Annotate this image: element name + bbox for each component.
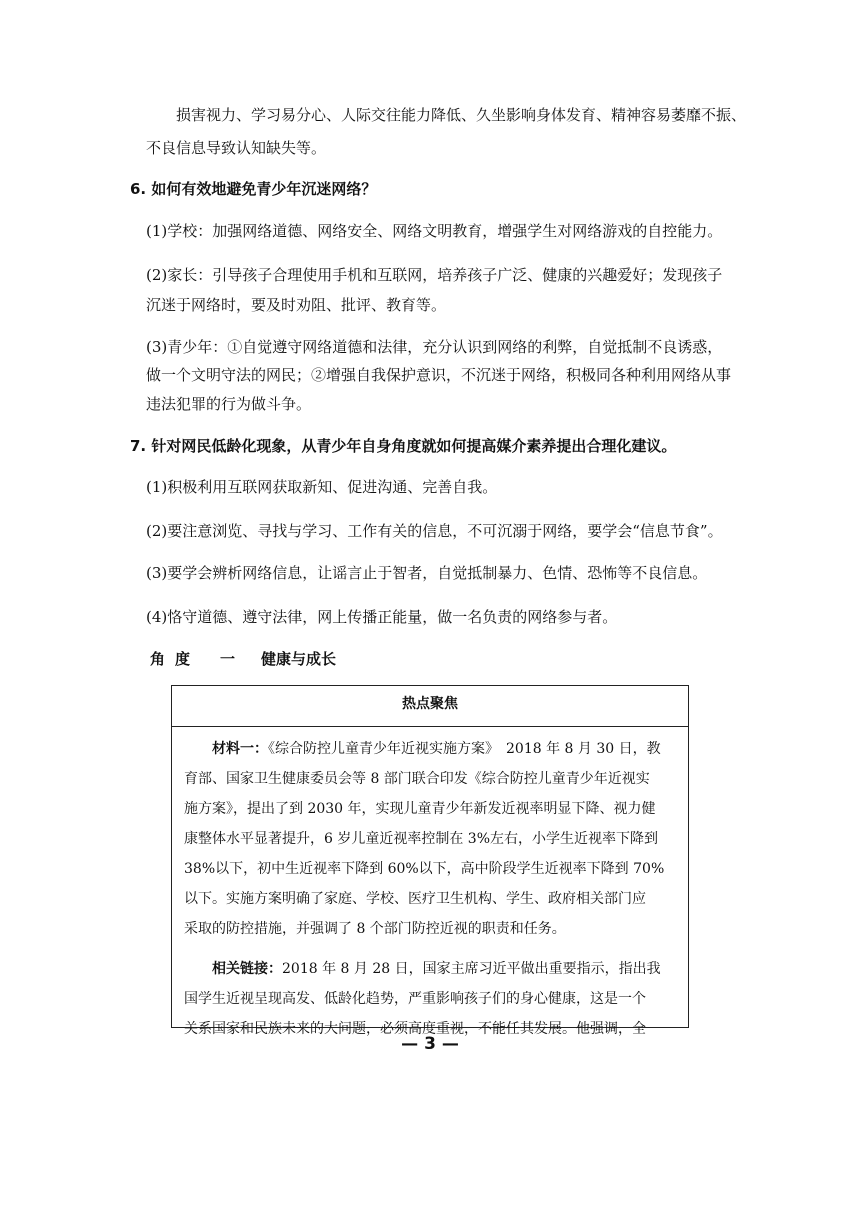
link-line-2: 国学生近视呈现高发、低龄化趋势，严重影响孩子们的身心健康，这是一个 — [184, 991, 646, 1007]
material-line-7: 采取的防控措施，并强调了 8 个部门防控近视的职责和任务。 — [184, 921, 566, 937]
q7-item-1: (1)积极利用互联网获取新知、促进沟通、完善自我。 — [146, 478, 498, 496]
q6-item-3-cont-2: 违法犯罪的行为做斗争。 — [146, 395, 312, 413]
link-line-1: 相关链接：2018 年 8 月 28 日，国家主席习近平做出重要指示，指出我 — [212, 961, 661, 977]
intro-line-1: 损害视力、学习易分心、人际交往能力降低、久坐影响身体发育、精神容易萎靡不振、 — [176, 106, 747, 124]
q7-item-4: (4)恪守道德、遵守法律，网上传播正能量，做一名负责的网络参与者。 — [146, 608, 618, 626]
material-line-3: 施方案》，提出了到 2030 年，实现儿童青少年新发近视率明显下降、视力健 — [184, 801, 656, 817]
q6-item-3: (3)青少年：①自觉遵守网络道德和法律，充分认识到网络的利弊，自觉抵制不良诱惑， — [146, 338, 723, 356]
q7-item-3: (3)要学会辨析网络信息，让谣言止于智者，自觉抵制暴力、色情、恐怖等不良信息。 — [146, 564, 708, 582]
angle-topic: 健康与成长 — [261, 650, 337, 668]
hot-topic-box — [171, 685, 689, 1037]
box-title: 热点聚焦 — [172, 686, 688, 727]
material-line-4: 康整体水平显著提升，6 岁儿童近视率控制在 3%左右，小学生近视率下降到 — [184, 831, 659, 847]
q6-item-1: (1)学校：加强网络道德、网络安全、网络文明教育，增强学生对网络游戏的自控能力。 — [146, 222, 723, 240]
angle-number: 一 — [220, 650, 236, 668]
material-line-5: 38%以下，初中生近视率下降到 60%以下，高中阶段学生近视率下降到 70% — [184, 861, 665, 877]
question-7-title: 7. 针对网民低龄化现象，从青少年自身角度就如何提高媒介素养提出合理化建议。 — [130, 437, 677, 455]
question-6-title: 6. 如何有效地避免青少年沉迷网络？ — [130, 180, 377, 198]
intro-line-2: 不良信息导致认知缺失等。 — [146, 139, 327, 157]
q6-item-2: (2)家长：引导孩子合理使用手机和互联网，培养孩子广泛、健康的兴趣爱好；发现孩子 — [146, 266, 723, 284]
material-line-6: 以下。实施方案明确了家庭、学校、医疗卫生机构、学生、政府相关部门应 — [184, 891, 646, 907]
q6-item-2-cont: 沉迷于网络时，要及时劝阻、批评、教育等。 — [146, 296, 447, 314]
link-label: 相关链接： — [212, 961, 282, 977]
page-number: — 3 — — [401, 1034, 459, 1054]
q7-item-2: (2)要注意浏览、寻找与学习、工作有关的信息，不可沉溺于网络，要学会“信息节食”。 — [146, 522, 723, 540]
link-line-3: 关系国家和民族未来的大问题，必须高度重视，不能任其发展。他强调，全 — [184, 1021, 646, 1037]
q6-item-3-cont-1: 做一个文明守法的网民；②增强自我保护意识，不沉迷于网络，积极同各种利用网络从事 — [146, 366, 732, 384]
box-body — [172, 727, 688, 1044]
section-angle-heading — [150, 648, 336, 669]
material-label: 材料一： — [212, 741, 268, 757]
angle-label: 角度 — [150, 650, 201, 668]
material-line-2: 育部、国家卫生健康委员会等 8 部门联合印发《综合防控儿童青少年近视实 — [184, 771, 650, 787]
material-line-1: 材料一：《综合防控儿童青少年近视实施方案》 2018 年 8 月 30 日，教 — [212, 741, 661, 757]
